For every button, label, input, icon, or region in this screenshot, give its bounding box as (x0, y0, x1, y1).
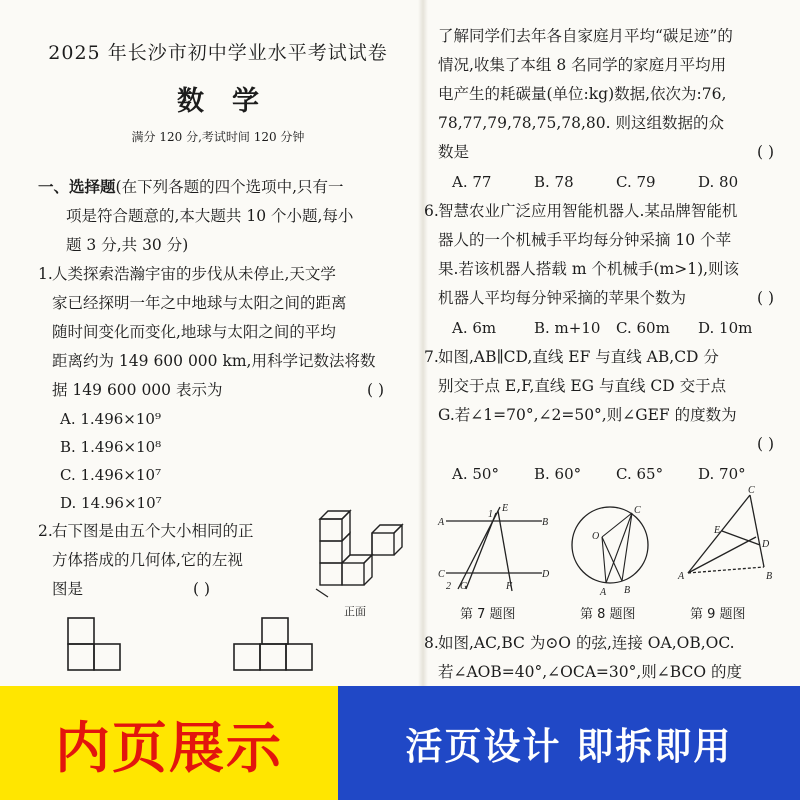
fig7-label-2: 2 (446, 581, 451, 592)
q6-line-4: 机器人平均每分钟采摘的苹果个数为 (438, 289, 687, 307)
fig7-label-1: 1 (488, 509, 493, 520)
q7-line-3: G.若∠1=70°,∠2=50°,则∠GEF 的度数为 (438, 406, 737, 424)
q8-line-2: 若∠AOB=40°,∠OCA=30°,则∠BCO 的度 (438, 663, 742, 681)
q1-line-1: 人类探索浩瀚宇宙的步伐从未停止,天文学 (52, 265, 336, 283)
cube-solid-figure (306, 505, 416, 605)
q7-line-2: 别交于点 E,F,直线 EG 与直线 CD 交于点 (438, 377, 727, 395)
fig7-label-f: F (506, 581, 513, 592)
banner-right-block (338, 686, 800, 800)
q2-line-1: 右下图是由五个大小相同的正 (52, 522, 254, 540)
q6-line-3: 果.若该机器人搭载 m 个机械手(m>1),则该 (438, 260, 740, 278)
right-column (424, 22, 788, 687)
promo-banner (0, 686, 800, 800)
banner-left-block (0, 686, 338, 800)
fig8-label-a: A (600, 587, 607, 598)
fig7-label-b: B (542, 517, 549, 528)
fig7-label-d: D (542, 569, 550, 580)
fig7-caption: 第 7 题图 (460, 607, 516, 622)
q6-option-d: D. 10m (698, 319, 753, 337)
fig7-label-a: A (438, 517, 445, 528)
question-7 (424, 343, 788, 489)
fig9-label-a: A (678, 571, 685, 582)
q5-option-b: B. 78 (534, 173, 574, 191)
q7-line-1: 如图,AB∥CD,直线 EF 与直线 AB,CD 分 (438, 348, 719, 366)
q6-option-a: A. 6m (452, 319, 497, 337)
q1-line-2: 家已经探明一年之中地球与太阳之间的距离 (52, 294, 347, 312)
section-1-desc-3: 题 3 分,共 30 分) (66, 236, 189, 254)
score-line: 满分 120 分,考试时间 120 分钟 (131, 130, 305, 144)
q5-option-c: C. 79 (616, 173, 656, 191)
fig9-label-b: B (766, 571, 773, 582)
question-1 (38, 260, 398, 517)
fig7-diagram (438, 497, 558, 597)
q2-line-2: 方体搭成的几何体,它的左视 (52, 551, 243, 569)
section-1-header (38, 173, 398, 260)
fig8-diagram (566, 497, 656, 597)
fig8-label-c: C (634, 505, 641, 516)
fig8-label-b: B (624, 585, 631, 596)
fig8-caption: 第 8 题图 (580, 607, 636, 622)
fig9-label-c: C (748, 485, 755, 496)
q2-number: 2. (38, 522, 53, 540)
exam-title: 2025 年长沙市初中学业水平考试试卷 (48, 42, 388, 64)
q7-number: 7. (424, 348, 439, 366)
q1-answer-paren: ( ) (366, 381, 384, 399)
fig9-label-e: E (714, 525, 721, 536)
q5-line-1: 了解同学们去年各自家庭月平均“碳足迹”的 (438, 27, 733, 45)
q1-option-a: A. 1.496×10⁹ (60, 410, 161, 428)
q5-option-d: D. 80 (698, 173, 739, 191)
fig9-label-d: D (762, 539, 770, 550)
q7-option-d: D. 70° (698, 465, 746, 483)
front-label: 正面 (344, 605, 366, 618)
geometry-figures (438, 485, 788, 627)
q1-line-5: 据 149 600 000 表示为 (52, 381, 223, 399)
q6-options (438, 313, 788, 343)
q7-option-b: B. 60° (534, 465, 582, 483)
question-8 (424, 629, 788, 687)
q1-option-b: B. 1.496×10⁸ (60, 438, 162, 456)
q2-option-a-figure (66, 616, 156, 676)
q1-line-4: 距离约为 149 600 000 km,用科学记数法将数 (52, 352, 376, 370)
fig8-label-o: O (592, 531, 600, 542)
q6-line-2: 器人的一个机械手平均每分钟采摘 10 个苹 (438, 231, 732, 249)
fig9-diagram (674, 485, 784, 597)
q5-option-a: A. 77 (452, 173, 492, 191)
fig7-label-g: G (460, 581, 468, 592)
q8-line-1: 如图,AC,BC 为⊙O 的弦,连接 OA,OB,OC. (438, 634, 735, 652)
q7-option-c: C. 65° (616, 465, 664, 483)
q5-answer-paren: ( ) (756, 143, 774, 161)
q6-line-1: 智慧农业广泛应用智能机器人.某品牌智能机 (438, 202, 738, 220)
front-arrow-icon (316, 589, 328, 597)
q1-option-d: D. 14.96×10⁷ (60, 494, 162, 512)
q6-option-b: B. m+10 (534, 319, 601, 337)
q5-line-4: 78,77,79,78,75,78,80. 则这组数据的众 (438, 114, 724, 132)
banner-right-text: 活页设计 即拆即用 (405, 725, 733, 768)
q5-line-5: 数是 (438, 143, 470, 161)
q6-option-c: C. 60m (616, 319, 670, 337)
question-6 (424, 197, 788, 343)
q1-number: 1. (38, 265, 53, 283)
section-1-desc-2: 项是符合题意的,本大题共 10 个小题,每小 (66, 207, 354, 225)
q6-number: 6. (424, 202, 439, 220)
question-5-continued (438, 22, 788, 197)
banner-left-text: 内页展示 (54, 715, 283, 780)
fig7-label-c: C (438, 569, 445, 580)
q1-option-c: C. 1.496×10⁷ (60, 466, 162, 484)
q6-answer-paren: ( ) (756, 289, 774, 307)
q2-answer-paren: ( ) (193, 580, 211, 598)
q1-line-3: 随时间变化而变化,地球与太阳之间的平均 (52, 323, 336, 341)
q7-option-a: A. 50° (452, 465, 499, 483)
fig7-label-e: E (502, 503, 509, 514)
section-1-title: 一、选择题 (38, 178, 116, 196)
q2-line-3: 图是 (52, 580, 84, 598)
q2-option-b-figure (232, 616, 332, 676)
q1-options (38, 405, 398, 517)
q5-line-3: 电产生的耗碳量(单位:kg)数据,依次为:76, (438, 85, 727, 103)
q8-number: 8. (424, 634, 439, 652)
section-1-desc-1: (在下列各题的四个选项中,只有一 (115, 178, 344, 196)
q5-line-2: 情况,收集了本组 8 名同学的家庭月平均用 (438, 56, 727, 74)
q5-options (438, 167, 788, 197)
q7-answer-paren: ( ) (756, 435, 774, 453)
left-column (38, 30, 398, 758)
fig9-caption: 第 9 题图 (690, 607, 746, 622)
subject-title: 数学 (177, 86, 287, 117)
